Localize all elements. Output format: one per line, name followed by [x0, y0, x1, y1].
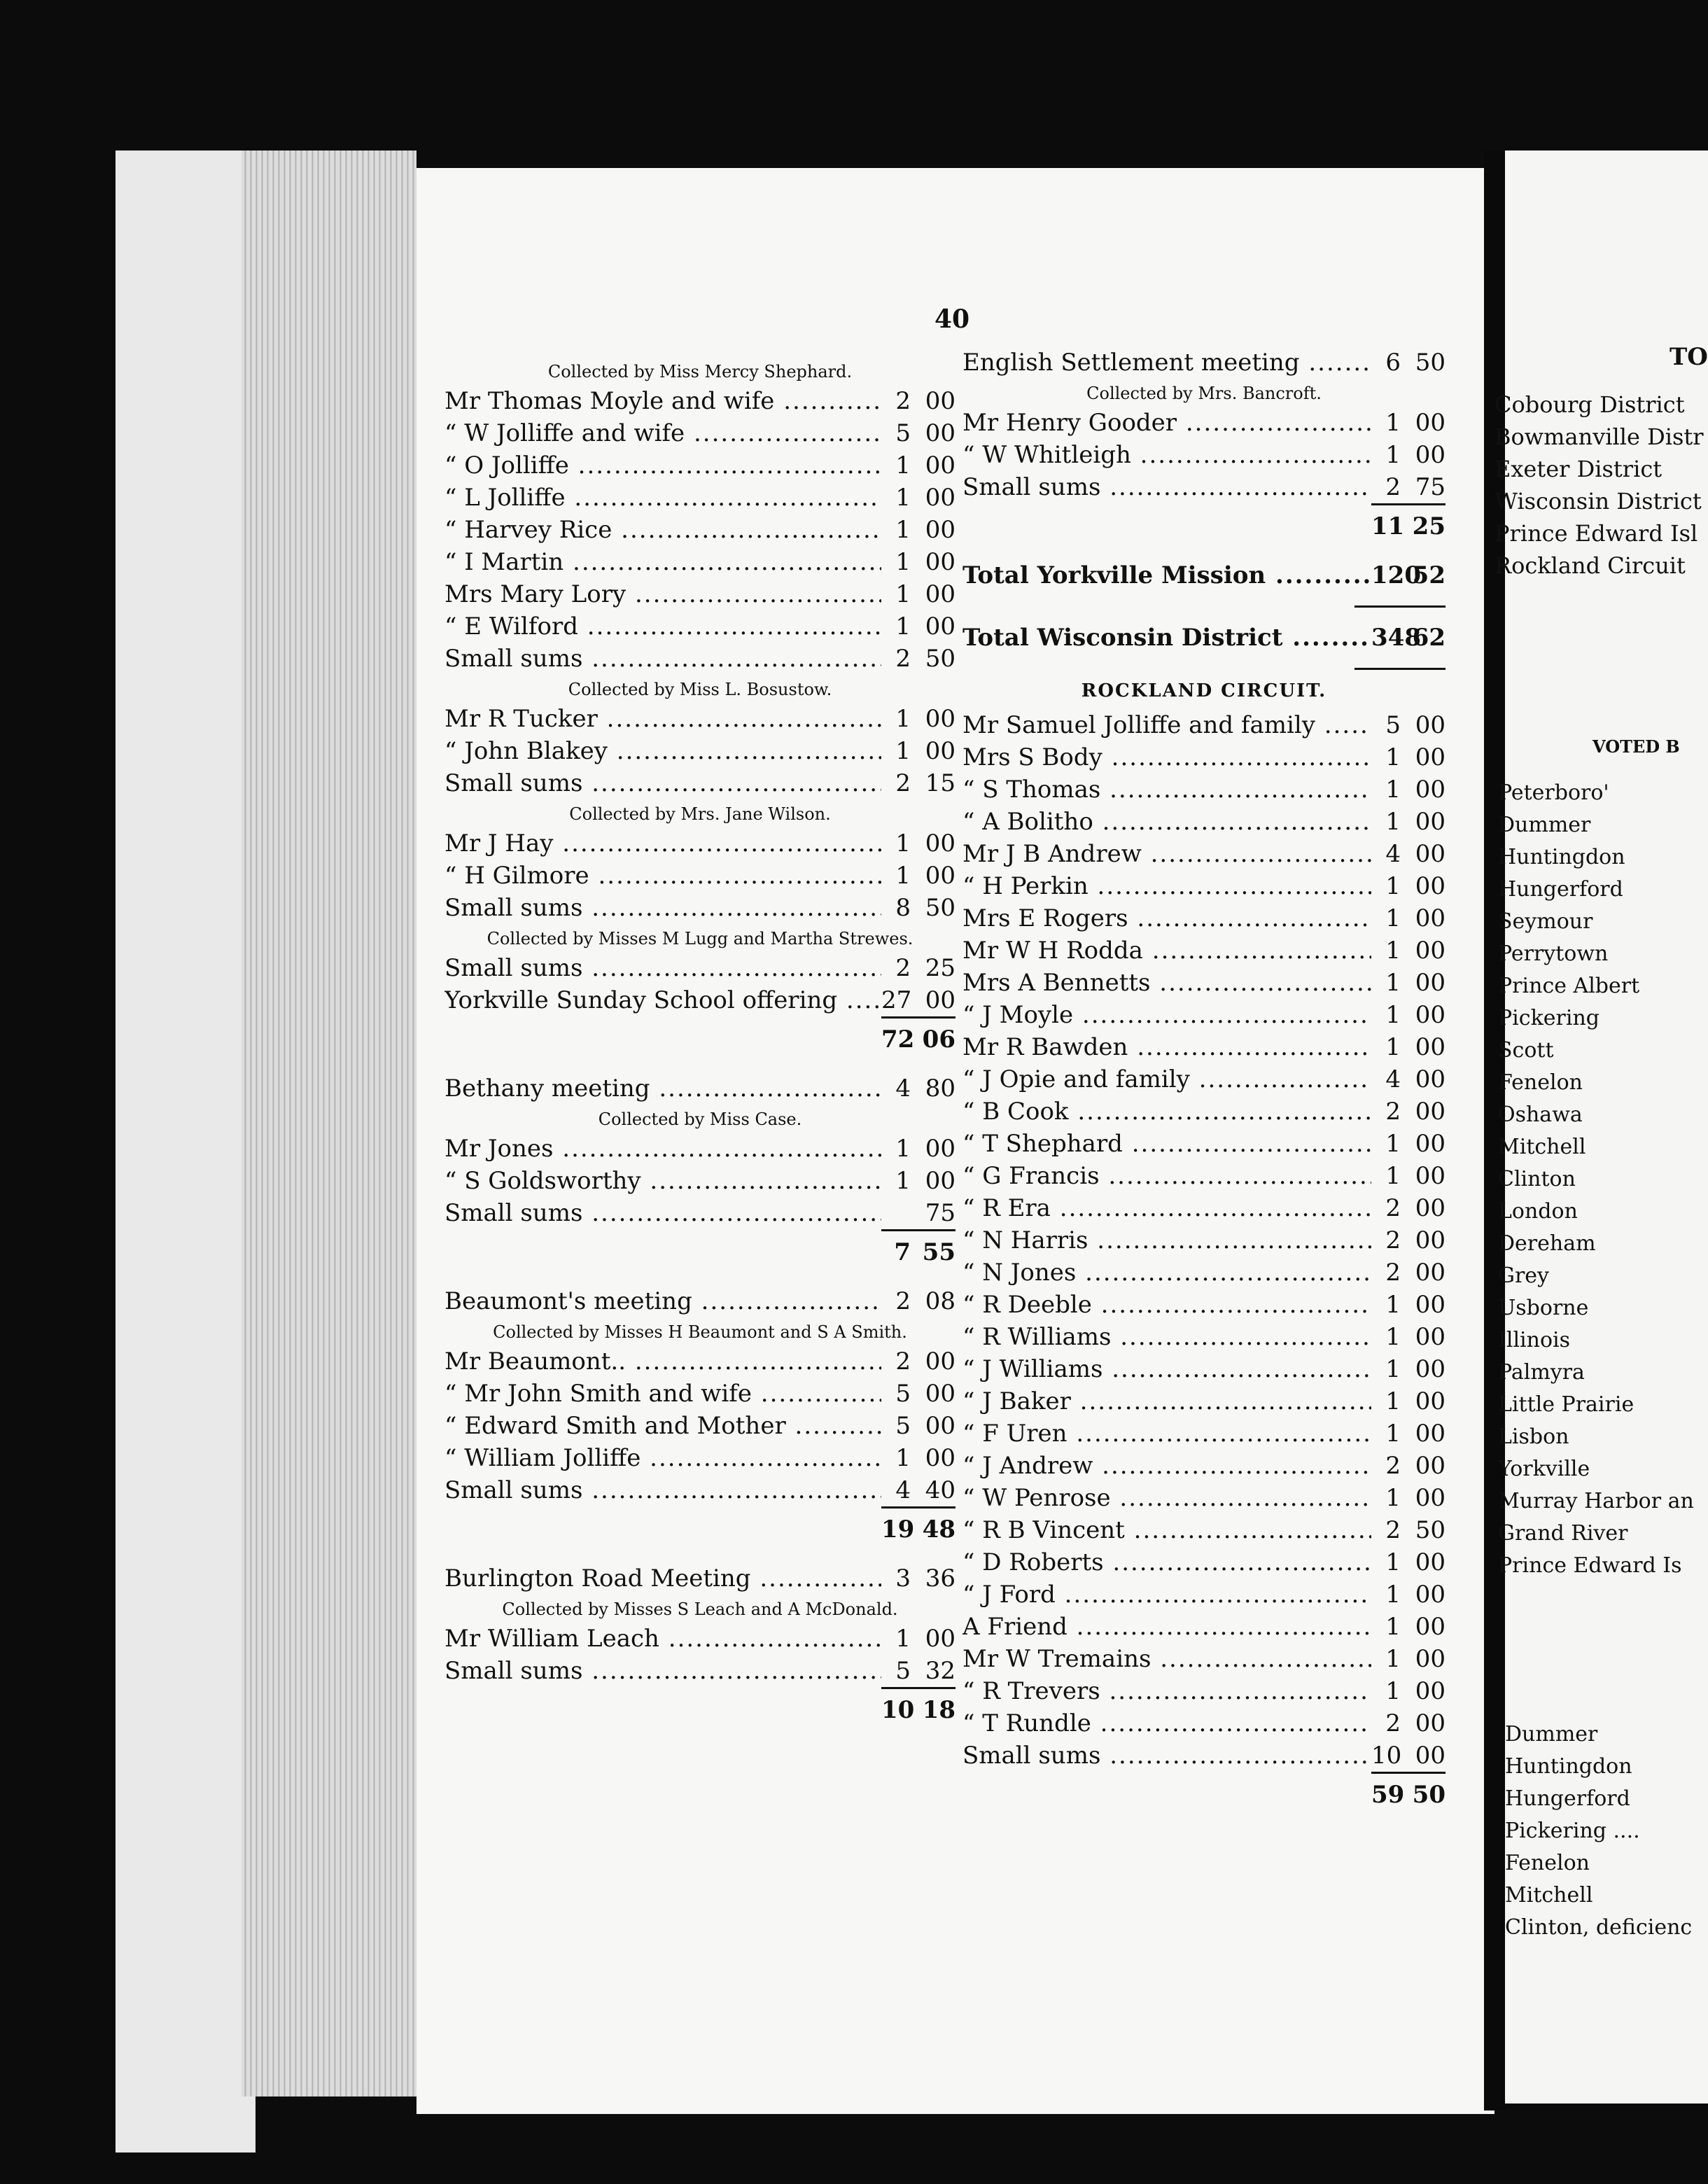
district-line: Cobourg District: [1494, 391, 1685, 418]
scan-background: [115, 150, 255, 2152]
voted-line: Fenelon: [1498, 1070, 1583, 1095]
ledger-row: Small sums ..... 2 75: [962, 471, 1446, 503]
ledger-row: “ J Baker ..... 1 00: [962, 1385, 1446, 1418]
ledger-row: “ Edward Smith and Mother ..... 5 00: [444, 1410, 955, 1442]
ledger-row: Yorkville Sunday School offering ..... 27 00: [444, 984, 955, 1016]
deficiency-line: Clinton, deficienc: [1505, 1915, 1693, 1940]
collector-heading: Collected by Misses H Beaumont and S A Smith.: [493, 1322, 907, 1342]
ledger-row: “ I Martin ..... 1 00: [444, 546, 955, 578]
section-title: ROCKLAND CIRCUIT.: [1081, 680, 1327, 701]
ledger-row: “ J Moyle ..... 1 00: [962, 999, 1446, 1031]
ledger-row: “ J Ford ..... 1 00: [962, 1578, 1446, 1611]
deficiency-line: Mitchell: [1505, 1883, 1593, 1907]
ledger-row: “ S Goldsworthy ..... 1 00: [444, 1165, 955, 1197]
voted-line: Mitchell: [1498, 1135, 1586, 1159]
subtotal: 10 18: [444, 1687, 955, 1729]
ledger-row: “ A Bolitho ..... 1 00: [962, 806, 1446, 838]
voted-line: Pickering: [1498, 1006, 1600, 1030]
ledger-row: Small sums ..... 2 25: [444, 952, 955, 984]
ledger-row: Mr Jones ..... 1 00: [444, 1133, 955, 1165]
voted-line: Clinton: [1498, 1167, 1576, 1191]
subtotal: 72 06: [444, 1016, 955, 1058]
ledger-row: Small sums ..... 75: [444, 1197, 955, 1229]
ledger-row: A Friend ..... 1 00: [962, 1611, 1446, 1643]
ledger-row: Beaumont's meeting ..... 2 08: [444, 1285, 955, 1317]
ledger-row: Mr Henry Gooder ..... 1 00: [962, 407, 1446, 439]
next-page-title: TO: [1670, 343, 1708, 371]
total-row: Total Wisconsin District ..... 348 62: [962, 622, 1446, 654]
ledger-row: Mrs S Body ..... 1 00: [962, 741, 1446, 774]
page-edges: [241, 150, 416, 2096]
collector-heading: Collected by Misses M Lugg and Martha Strewes.: [486, 929, 913, 948]
ledger-row: “ T Shephard ..... 1 00: [962, 1128, 1446, 1160]
voted-line: Murray Harbor an: [1498, 1489, 1694, 1513]
ledger-row: English Settlement meeting ..... 6 50: [962, 346, 1446, 379]
ledger-row: Bethany meeting ..... 4 80: [444, 1072, 955, 1105]
subtotal: 19 48: [444, 1506, 955, 1548]
district-line: Wisconsin District: [1494, 488, 1702, 514]
voted-line: Yorkville: [1498, 1457, 1590, 1481]
voted-line: Prince Albert: [1498, 974, 1640, 998]
ledger-row: “ J Williams ..... 1 00: [962, 1353, 1446, 1385]
ledger-row: “ W Whitleigh ..... 1 00: [962, 439, 1446, 471]
ledger-row: Mr W H Rodda ..... 1 00: [962, 934, 1446, 967]
ledger-row: “ E Wilford ..... 1 00: [444, 610, 955, 643]
voted-line: Illinois: [1498, 1328, 1571, 1352]
voted-line: Grey: [1498, 1264, 1550, 1288]
collector-heading: Collected by Miss L. Bosustow.: [568, 680, 832, 699]
ledger-row: Small sums ..... 2 50: [444, 643, 955, 675]
ledger-row: “ W Penrose ..... 1 00: [962, 1482, 1446, 1514]
ledger-row: Small sums ..... 10 00: [962, 1740, 1446, 1772]
voted-line: Oshawa: [1498, 1102, 1583, 1127]
district-line: Bowmanville Distr: [1494, 424, 1704, 450]
ledger-row: “ O Jolliffe ..... 1 00: [444, 449, 955, 482]
district-line: Prince Edward Isl: [1494, 520, 1698, 547]
ledger-row: “ R Era ..... 2 00: [962, 1192, 1446, 1224]
ledger-row: “ J Andrew ..... 2 00: [962, 1450, 1446, 1482]
ledger-row: “ H Gilmore ..... 1 00: [444, 860, 955, 892]
ledger-row: “ R B Vincent ..... 2 50: [962, 1514, 1446, 1546]
district-line: Rockland Circuit: [1494, 552, 1686, 579]
ledger-row: “ T Rundle ..... 2 00: [962, 1707, 1446, 1740]
voted-line: Prince Edward Is: [1498, 1553, 1682, 1578]
ledger-row: “ Harvey Rice ..... 1 00: [444, 514, 955, 546]
ledger-row: Small sums ..... 8 50: [444, 892, 955, 924]
right-ledger-column: [962, 346, 1446, 1814]
total-row: Total Yorkville Mission ..... 120 52: [962, 559, 1446, 592]
collector-heading: Collected by Mrs. Bancroft.: [1086, 384, 1322, 403]
ledger-row: Mr William Leach ..... 1 00: [444, 1623, 955, 1655]
ledger-row: Small sums ..... 5 32: [444, 1655, 955, 1687]
ledger-row: Mr J B Andrew ..... 4 00: [962, 838, 1446, 870]
voted-line: Peterboro': [1498, 780, 1609, 805]
left-ledger-column: [444, 357, 955, 1729]
collector-heading: Collected by Misses S Leach and A McDonald.: [502, 1600, 898, 1619]
ledger-row: “ J Opie and family ..... 4 00: [962, 1063, 1446, 1096]
ledger-row: Mrs A Bennetts ..... 1 00: [962, 967, 1446, 999]
ledger-row: “ R Trevers ..... 1 00: [962, 1675, 1446, 1707]
voted-line: Lisbon: [1498, 1424, 1569, 1449]
ledger-row: “ G Francis ..... 1 00: [962, 1160, 1446, 1192]
ledger-row: Mrs E Rogers ..... 1 00: [962, 902, 1446, 934]
voted-line: Scott: [1498, 1038, 1554, 1063]
ledger-row: Small sums ..... 4 40: [444, 1474, 955, 1506]
voted-heading: VOTED B: [1592, 736, 1680, 757]
ledger-row: Mr W Tremains ..... 1 00: [962, 1643, 1446, 1675]
ledger-row: “ R Deeble ..... 1 00: [962, 1289, 1446, 1321]
deficiency-line: Fenelon: [1505, 1851, 1590, 1875]
voted-line: London: [1498, 1199, 1578, 1224]
collector-heading: Collected by Miss Case.: [598, 1110, 802, 1129]
deficiency-line: Pickering ....: [1505, 1819, 1640, 1843]
ledger-row: “ John Blakey ..... 1 00: [444, 735, 955, 767]
voted-line: Little Prairie: [1498, 1392, 1634, 1417]
ledger-row: “ B Cook ..... 2 00: [962, 1096, 1446, 1128]
ledger-row: “ William Jolliffe ..... 1 00: [444, 1442, 955, 1474]
ledger-row: “ F Uren ..... 1 00: [962, 1418, 1446, 1450]
ledger-row: Small sums ..... 2 15: [444, 767, 955, 799]
ledger-row: “ R Williams ..... 1 00: [962, 1321, 1446, 1353]
ledger-row: “ D Roberts ..... 1 00: [962, 1546, 1446, 1578]
voted-line: Hungerford: [1498, 877, 1623, 902]
ledger-row: “ W Jolliffe and wife ..... 5 00: [444, 417, 955, 449]
deficiency-line: Hungerford: [1505, 1786, 1630, 1811]
ledger-row: Mrs Mary Lory ..... 1 00: [444, 578, 955, 610]
collector-heading: Collected by Mrs. Jane Wilson.: [569, 804, 831, 824]
subtotal: 59 50: [962, 1772, 1446, 1814]
voted-line: Seymour: [1498, 909, 1593, 934]
subtotal: 7 55: [444, 1229, 955, 1271]
ledger-row: Burlington Road Meeting ..... 3 36: [444, 1562, 955, 1595]
ledger-row: “ Mr John Smith and wife ..... 5 00: [444, 1378, 955, 1410]
voted-line: Huntingdon: [1498, 845, 1625, 869]
subtotal: 11 25: [962, 503, 1446, 545]
deficiency-line: Dummer: [1505, 1722, 1598, 1746]
ledger-row: Mr R Tucker ..... 1 00: [444, 703, 955, 735]
voted-line: Dummer: [1498, 813, 1591, 837]
voted-line: Usborne: [1498, 1296, 1589, 1320]
ledger-row: “ N Harris ..... 2 00: [962, 1224, 1446, 1256]
voted-line: Palmyra: [1498, 1360, 1585, 1385]
voted-line: Grand River: [1498, 1521, 1628, 1546]
district-line: Exeter District: [1494, 456, 1662, 482]
ledger-row: “ N Jones ..... 2 00: [962, 1256, 1446, 1289]
page-number: 40: [934, 304, 970, 334]
ledger-row: Mr Samuel Jolliffe and family ..... 5 00: [962, 709, 1446, 741]
collector-heading: Collected by Miss Mercy Shephard.: [547, 362, 853, 382]
voted-line: Dereham: [1498, 1231, 1596, 1256]
ledger-row: Mr Beaumont.. ..... 2 00: [444, 1345, 955, 1378]
ledger-row: Mr J Hay ..... 1 00: [444, 827, 955, 860]
deficiency-line: Huntingdon: [1505, 1754, 1632, 1779]
ledger-row: “ L Jolliffe ..... 1 00: [444, 482, 955, 514]
voted-line: Perrytown: [1498, 941, 1609, 966]
ledger-row: Mr Thomas Moyle and wife ..... 2 00: [444, 385, 955, 417]
ledger-row: Mr R Bawden ..... 1 00: [962, 1031, 1446, 1063]
ledger-row: “ S Thomas ..... 1 00: [962, 774, 1446, 806]
ledger-row: “ H Perkin ..... 1 00: [962, 870, 1446, 902]
